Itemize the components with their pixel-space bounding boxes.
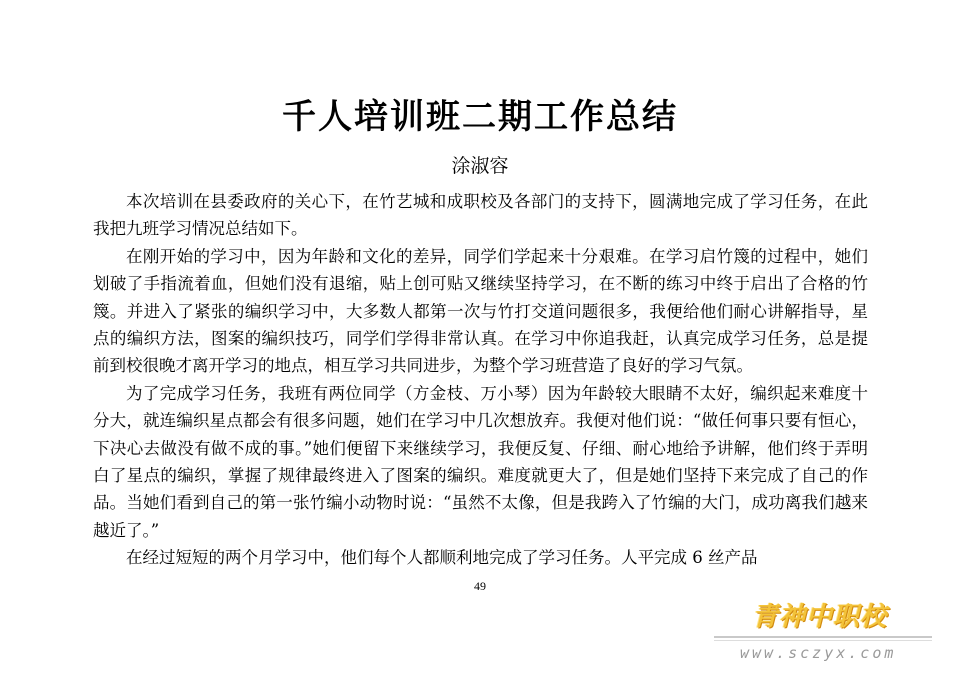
watermark [700,594,940,668]
body-text [93,188,868,572]
watermark-url: www.sczyx.com [740,644,897,662]
paragraph: 在经过短短的两个月学习中，他们每个人都顺利地完成了学习任务。人平完成 6 丝产品 [126,548,758,568]
page-number: 49 [474,579,486,593]
watermark-divider [714,636,932,638]
paragraph: 为了完成学习任务，我班有两位同学（方金枝、万小琴）因为年龄较大眼睛不太好，编织起来难度十分大，就连编织星点都会有很多问题，她们在学习中几次想放弃。我便对他们说：“做任何事只要有恒心，下决心去做没有做不成的事。”她们便留下来继续学习，我便反复、仔细、耐心地给予讲解，他们终于弄明白了星点的编织，掌握了规律最终进入了图案的编织。难度就更大了，但是她们坚持下来完成了自己的作品。当她们看到自己的第一张竹编小动物时说：“虽然不太像，但是我跨入了竹编的大门，成功离我们越来越近了。” [93,383,868,540]
watermark-logo: 青神中职校 [752,602,888,632]
watermark-divider [714,640,932,641]
page-title: 千人培训班二期工作总结 [282,97,678,137]
paragraph: 本次培训在县委政府的关心下，在竹艺城和成职校及各部门的支持下，圆满地完成了学习任务，在此我把九班学习情况总结如下。 [93,192,868,239]
author-name: 涂淑容 [451,155,509,177]
paragraph: 在刚开始的学习中，因为年龄和文化的差异，同学们学起来十分艰难。在学习启竹篾的过程中，她们划破了手指流着血，但她们没有退缩，贴上创可贴又继续坚持学习，在不断的练习中终于启出了合格的竹篾。并进入了紧张的编织学习中，大多数人都第一次与竹打交道问题很多，我便给他们耐心讲解指导，星点的编织方法，图案的编织技巧，同学们学得非常认真。在学习中你追我赶，认真完成学习任务，总是提前到校很晚才离开学习的地点，相互学习共同进步，为整个学习班营造了良好的学习气氛。 [93,246,868,376]
